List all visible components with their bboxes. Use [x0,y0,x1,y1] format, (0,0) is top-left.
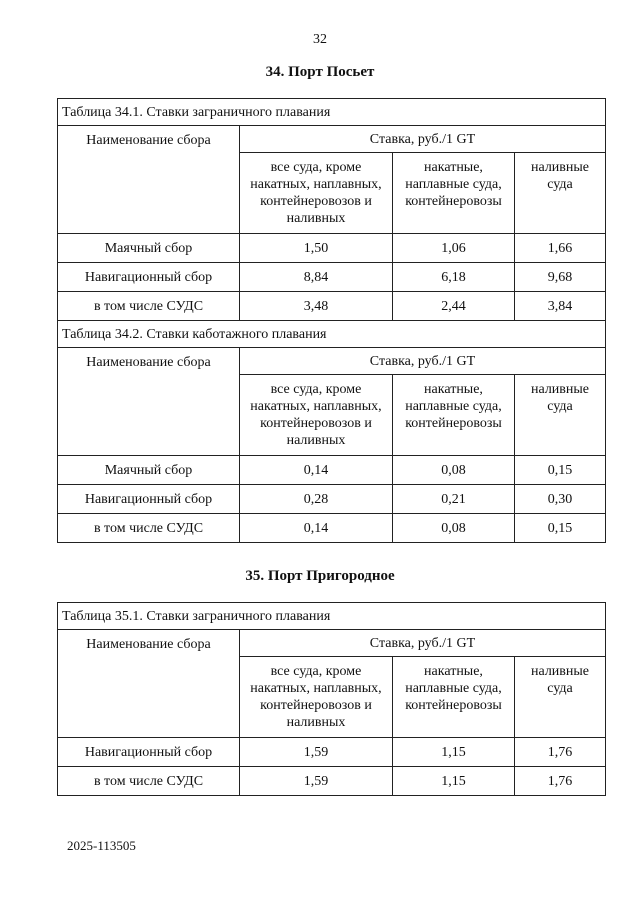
fee-name: Навигационный сбор [58,485,240,514]
rate-value: 0,30 [515,485,606,514]
rate-value: 0,08 [393,456,515,485]
fee-name: Маячный сбор [58,234,240,263]
fee-name: Навигационный сбор [58,738,240,767]
column-header-fee-name: Наименование сбора [58,126,240,234]
fee-name: в том числе СУДС [58,767,240,796]
column-header-fee-name: Наименование сбора [58,630,240,738]
table-row [58,234,606,263]
rate-value: 0,15 [515,456,606,485]
rate-value: 0,14 [240,514,393,543]
rate-value: 0,15 [515,514,606,543]
column-header-rate: Ставка, руб./1 GT [240,348,606,375]
table-row [58,292,606,321]
rate-value: 1,06 [393,234,515,263]
column-header-fee-name: Наименование сбора [58,348,240,456]
table-row [58,263,606,292]
table-row [58,767,606,796]
rate-value: 1,15 [393,738,515,767]
column-header-rate: Ставка, руб./1 GT [240,126,606,153]
subheader-all-vessels: все суда, кроме накатных, наплавных, контейнеровозов и наливных [240,657,393,738]
document-code: 2025-113505 [67,838,136,853]
rate-value: 1,59 [240,738,393,767]
fee-name: Маячный сбор [58,456,240,485]
table-caption: Таблица 34.2. Ставки каботажного плавания [58,321,606,348]
subheader-roro-containers: накатные, наплавные суда, контейнеровозы [393,657,515,738]
section-title-posyet: 34. Порт Посьет [265,64,375,80]
subheader-all-vessels: все суда, кроме накатных, наплавных, контейнеровозов и наливных [240,375,393,456]
table-row [58,485,606,514]
table-caption: Таблица 35.1. Ставки заграничного плавания [58,603,606,630]
subheader-tankers: наливные суда [515,153,606,234]
rate-value: 3,48 [240,292,393,321]
rate-value: 1,76 [515,738,606,767]
rate-value: 1,76 [515,767,606,796]
table-row [58,738,606,767]
rate-value: 1,59 [240,767,393,796]
rate-value: 9,68 [515,263,606,292]
rates-table-posyet [57,98,606,543]
rate-value: 1,50 [240,234,393,263]
fee-name: в том числе СУДС [58,514,240,543]
section-title-prigorodnoe: 35. Порт Пригородное [245,568,395,584]
rate-value: 0,21 [393,485,515,514]
rate-value: 1,66 [515,234,606,263]
subheader-tankers: наливные суда [515,657,606,738]
rate-value: 2,44 [393,292,515,321]
rate-value: 0,28 [240,485,393,514]
rate-value: 1,15 [393,767,515,796]
rate-value: 3,84 [515,292,606,321]
subheader-roro-containers: накатные, наплавные суда, контейнеровозы [393,153,515,234]
fee-name: Навигационный сбор [58,263,240,292]
fee-name: в том числе СУДС [58,292,240,321]
subheader-all-vessels: все суда, кроме накатных, наплавных, контейнеровозов и наливных [240,153,393,234]
column-header-rate: Ставка, руб./1 GT [240,630,606,657]
table-row [58,514,606,543]
page-number: 32 [313,32,327,47]
rate-value: 0,14 [240,456,393,485]
table-caption: Таблица 34.1. Ставки заграничного плавания [58,99,606,126]
rate-value: 6,18 [393,263,515,292]
subheader-tankers: наливные суда [515,375,606,456]
rate-value: 0,08 [393,514,515,543]
subheader-roro-containers: накатные, наплавные суда, контейнеровозы [393,375,515,456]
rate-value: 8,84 [240,263,393,292]
rates-table-prigorodnoe [57,602,606,796]
table-row [58,456,606,485]
